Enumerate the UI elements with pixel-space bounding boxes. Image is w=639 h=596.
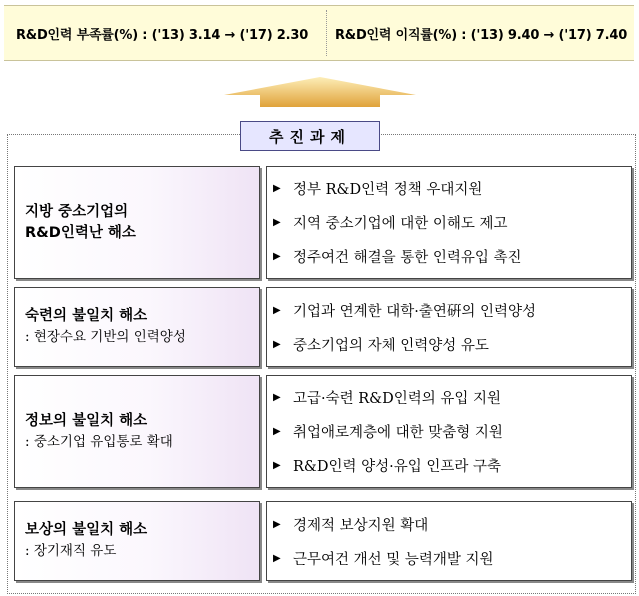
up-arrow-icon	[220, 75, 420, 109]
turnover-rate-text: R&D인력 이직률(%) : ('13) 9.40 → ('17) 7.40	[335, 27, 628, 43]
bullet-icon: ▶	[273, 392, 281, 403]
bullet-icon: ▶	[273, 304, 281, 316]
measure-item	[273, 206, 631, 240]
statistics-banner	[4, 5, 634, 61]
measure-text: 지역 중소기업에 대한 이해도 제고	[293, 216, 508, 232]
task-box-compensation	[14, 501, 260, 581]
measure-item	[273, 327, 631, 361]
measure-text: 경제적 보상지원 확대	[293, 517, 429, 534]
task-subtitle: : 장기재직 유도	[25, 543, 117, 559]
measures-box-compensation	[266, 501, 632, 581]
measure-text: 정부 R&D인력 정책 우대지원	[293, 182, 483, 198]
task-box-information	[14, 375, 260, 488]
banner-divider	[326, 10, 327, 56]
bullet-icon: ▶	[273, 518, 281, 530]
measure-text: R&D인력 양성·유입 인프라 구축	[293, 459, 501, 475]
bullet-icon: ▶	[273, 183, 281, 194]
task-subtitle: : 중소기업 유입통로 확대	[25, 433, 173, 450]
measure-item	[273, 541, 631, 575]
measure-item	[273, 293, 631, 327]
measure-item	[273, 240, 631, 274]
measure-text: 근무여건 개선 및 능력개발 지원	[293, 551, 494, 568]
bullet-icon: ▶	[273, 251, 281, 262]
task-title-line2: R&D인력난 해소	[25, 224, 136, 241]
task-subtitle: : 현장수요 기반의 인력양성	[25, 329, 186, 345]
bullet-icon: ▶	[273, 552, 281, 564]
measure-item	[273, 449, 631, 483]
measure-text: 중소기업의 자체 인력양성 유도	[293, 337, 489, 354]
measure-item	[273, 381, 631, 415]
measures-box-information	[266, 375, 632, 488]
measure-item	[273, 507, 631, 541]
bullet-icon: ▶	[273, 426, 281, 437]
measure-item	[273, 415, 631, 449]
bullet-icon: ▶	[273, 217, 281, 228]
bullet-icon: ▶	[273, 338, 281, 350]
task-title: 정보의 불일치 해소	[25, 412, 148, 429]
measure-item	[273, 172, 631, 206]
shortage-rate-text: R&D인력 부족률(%) : ('13) 3.14 → ('17) 2.30	[16, 27, 309, 43]
measures-box-regional	[266, 166, 632, 279]
task-title: 숙련의 불일치 해소	[25, 308, 148, 324]
task-box-skill	[14, 287, 260, 367]
task-title: 보상의 불일치 해소	[25, 522, 148, 538]
measure-text: 정주여건 해결을 통한 인력유입 촉진	[293, 250, 522, 266]
measure-text: 취업애로계층에 대한 맞춤형 지원	[293, 425, 503, 441]
section-title: 추진과제	[240, 121, 380, 151]
task-title-line1: 지방 중소기업의	[25, 203, 129, 220]
bullet-icon: ▶	[273, 460, 281, 471]
task-box-regional	[14, 166, 260, 279]
measures-box-skill	[266, 287, 632, 367]
measure-text: 기업과 연계한 대학·출연硏의 인력양성	[293, 303, 537, 320]
measure-text: 고급·숙련 R&D인력의 유입 지원	[293, 391, 501, 407]
